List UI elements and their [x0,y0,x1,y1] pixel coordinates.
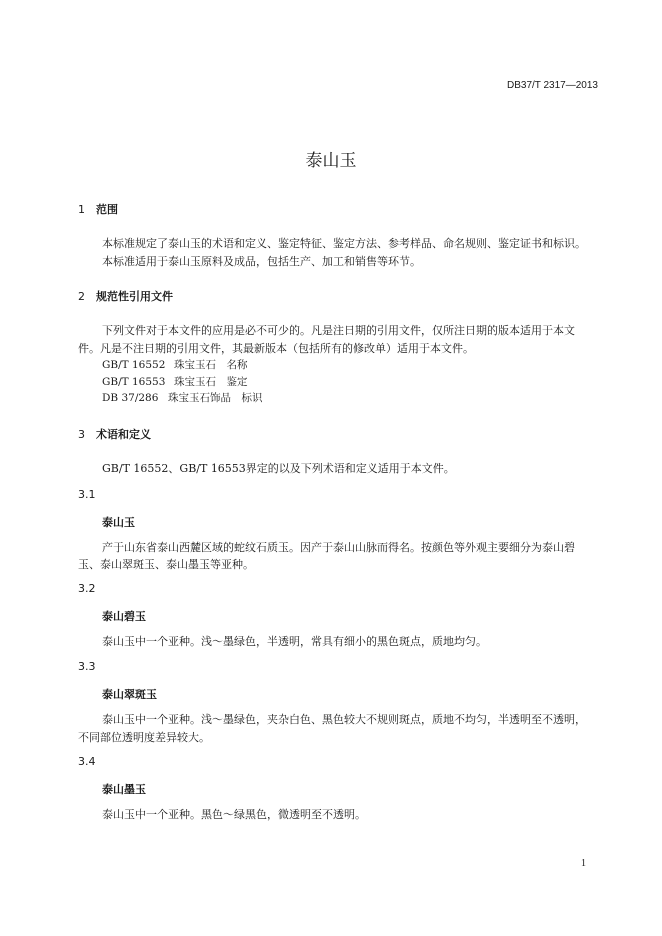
reference-id: DB 37/286 [102,392,159,404]
paragraph: 本标准规定了泰山玉的术语和定义、鉴定特征、鉴定方法、参考样品、命名规则、鉴定证书和标识。 [102,237,586,250]
paragraph: 下列文件对于本文件的应用是必不可少的。凡是注日期的引用文件，仅所注日期的版本适用于本文 [102,324,575,337]
section-heading-normative [78,288,173,304]
paragraph-continuation: 件。凡是不注日期的引用文件，其最新版本（包括所有的修改单）适用于本文件。 [78,342,474,355]
term-definition-continuation: 玉、泰山翠斑玉、泰山墨玉等亚种。 [78,558,254,571]
reference-title: 珠宝玉石 鉴定 [174,376,248,388]
reference-title: 珠宝玉石饰品 标识 [168,392,263,404]
section-title: 规范性引用文件 [96,290,173,303]
document-code: DB37/T 2317—2013 [507,80,598,91]
reference-id: GB/T 16552 [102,359,166,371]
page-number: 1 [581,858,586,869]
section-title: 范围 [96,203,118,216]
reference-id: GB/T 16553 [102,376,166,388]
term-number: 3.4 [78,755,96,768]
term-name: 泰山翠斑玉 [102,688,157,701]
term-definition-continuation: 不同部位透明度差异较大。 [78,731,210,744]
term-definition: 泰山玉中一个亚种。浅～墨绿色，夹杂白色、黑色较大不规则斑点，质地不均匀，半透明至不透明， [102,713,586,726]
section-title: 术语和定义 [96,428,151,441]
reference-title: 珠宝玉石 名称 [174,359,248,371]
reference-item [102,357,248,372]
paragraph: 本标准适用于泰山玉原料及成品，包括生产、加工和销售等环节。 [102,255,421,268]
term-definition: 泰山玉中一个亚种。黑色～绿黑色，微透明至不透明。 [102,808,366,821]
term-name: 泰山墨玉 [102,783,146,796]
section-heading-scope [78,201,118,217]
term-definition: 产于山东省泰山西麓区域的蛇纹石质玉。因产于泰山山脉而得名。按颜色等外观主要细分为泰山碧 [102,541,575,554]
reference-item [102,390,263,405]
section-heading-terms [78,426,151,442]
term-name: 泰山碧玉 [102,610,146,623]
paragraph: GB/T 16552、GB/T 16553界定的以及下列术语和定义适用于本文件。 [102,462,455,475]
term-definition: 泰山玉中一个亚种。浅～墨绿色，半透明，常具有细小的黑色斑点，质地均匀。 [102,635,487,648]
section-number: 3 [78,428,85,441]
section-number: 1 [78,203,85,216]
term-number: 3.2 [78,582,96,595]
term-number: 3.1 [78,488,96,501]
document-title: 泰山玉 [305,151,357,171]
section-number: 2 [78,290,85,303]
term-name: 泰山玉 [102,516,135,529]
term-number: 3.3 [78,660,96,673]
reference-item [102,374,248,389]
